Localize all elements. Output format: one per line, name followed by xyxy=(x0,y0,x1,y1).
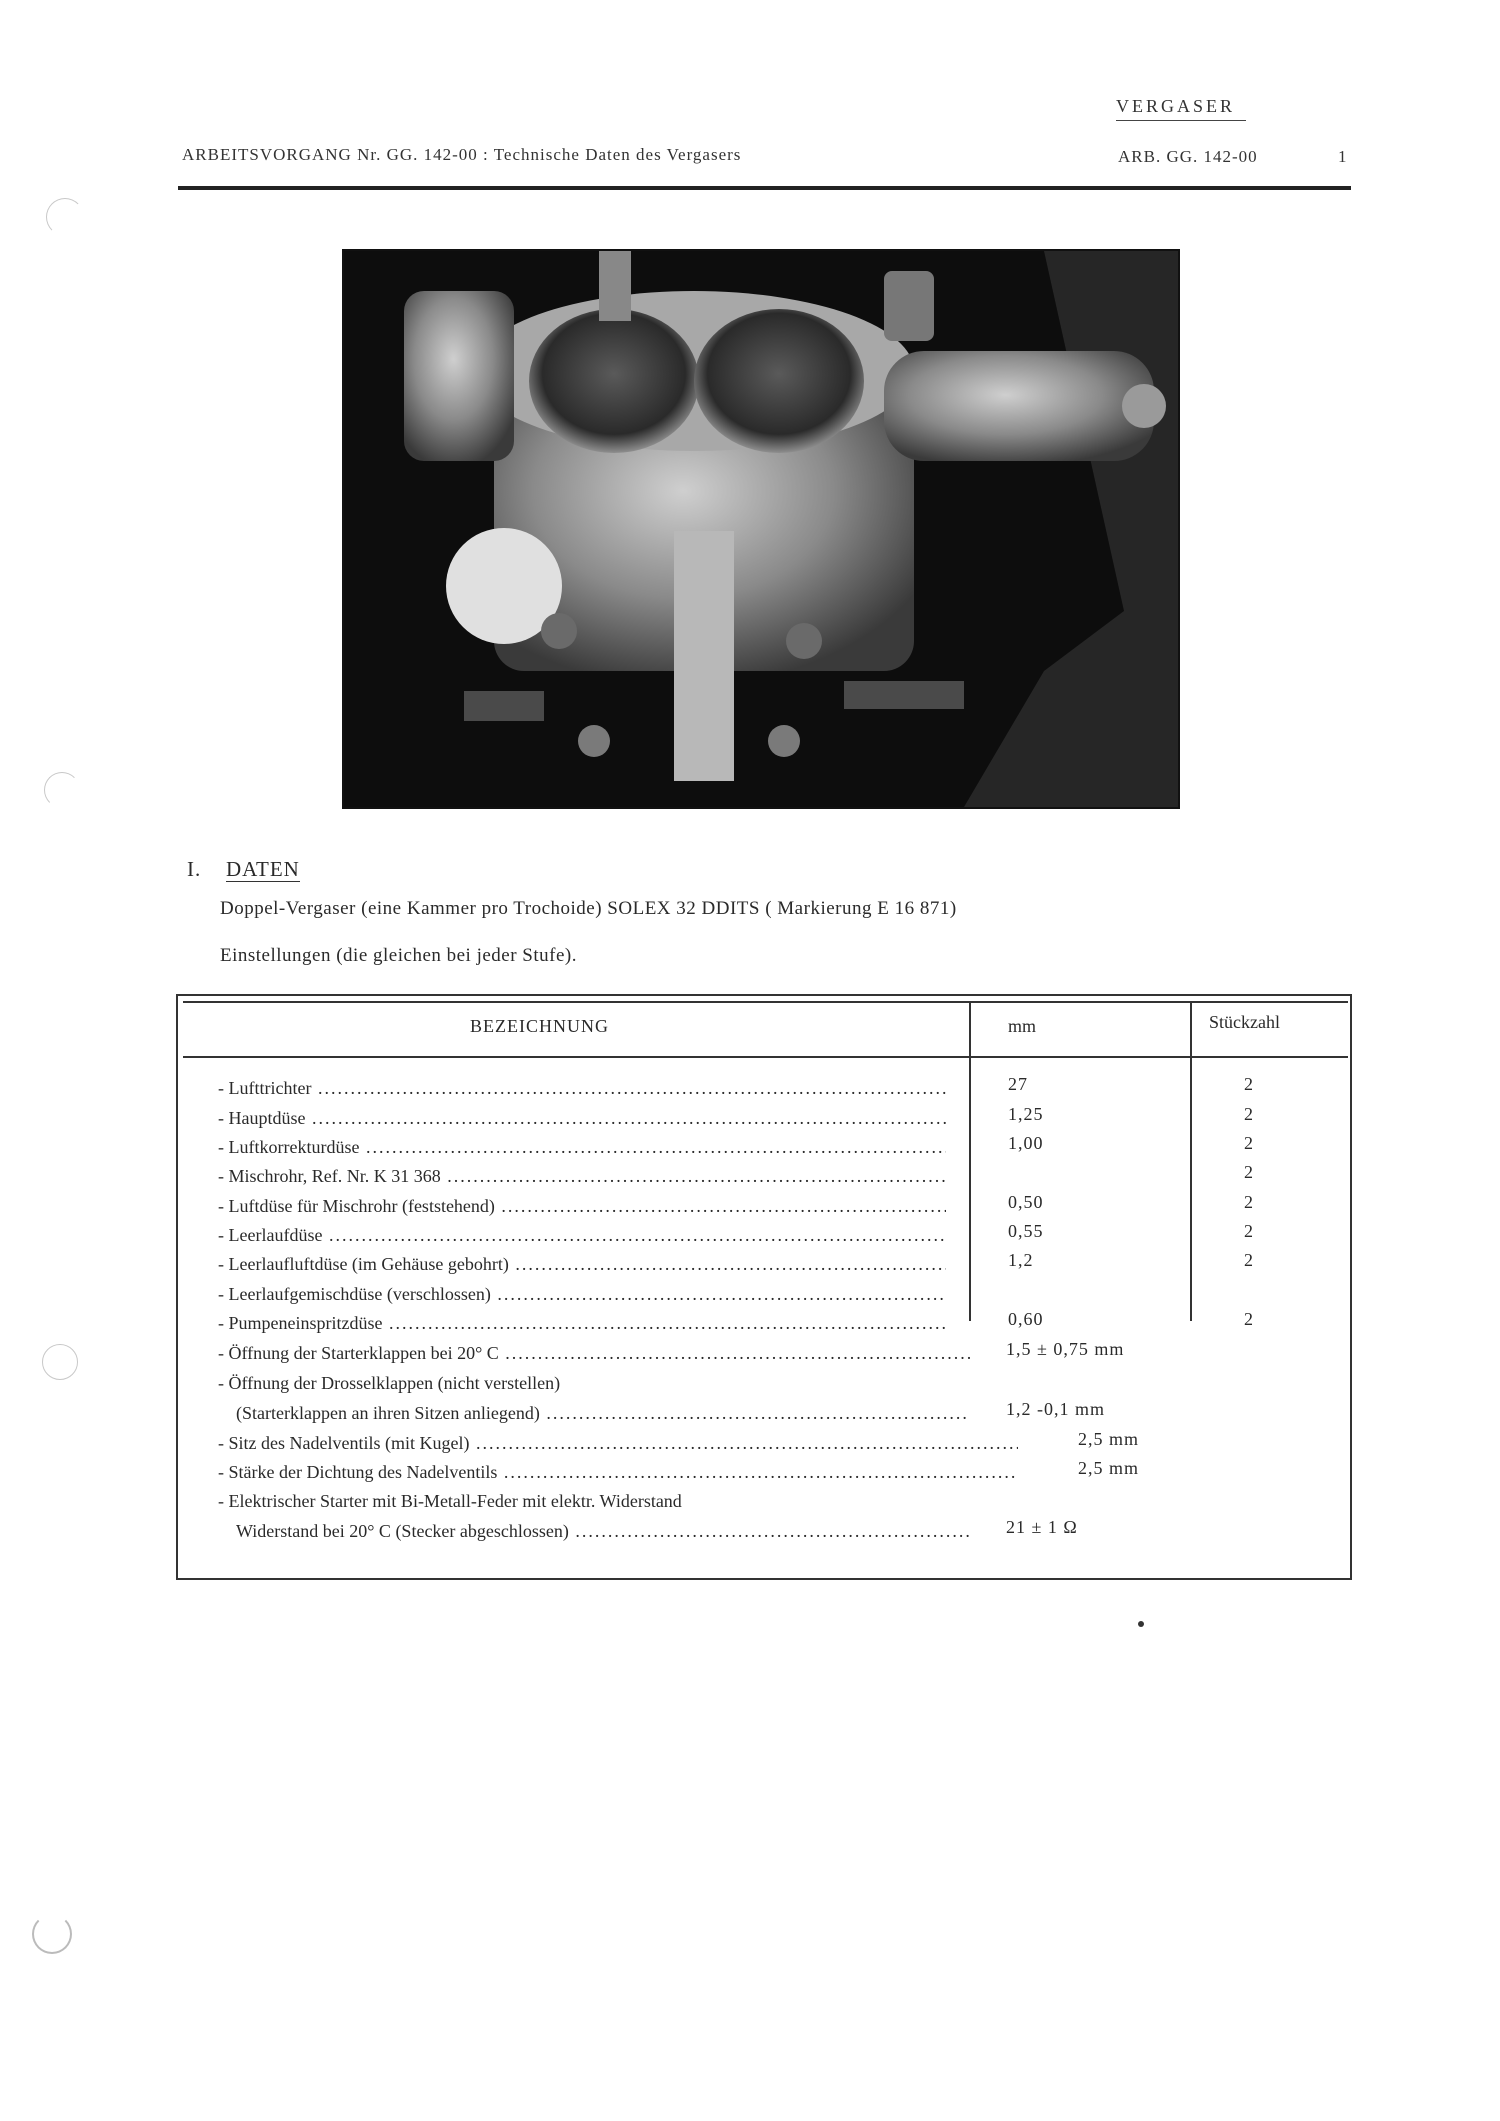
table-row-mm: 1,2 xyxy=(1008,1250,1034,1270)
table-row-count: 2 xyxy=(1244,1192,1254,1212)
table-row-count: 2 xyxy=(1244,1104,1254,1124)
section-header: VERGASER xyxy=(1116,96,1236,116)
table-row-mm: 0,60 xyxy=(1008,1309,1044,1329)
table-row-label: - Leerlaufdüse ..... xyxy=(218,1225,946,1246)
section-title: DATEN xyxy=(226,857,300,881)
count-column-divider xyxy=(1190,1001,1192,1321)
table-row-mm: 2,5 mm xyxy=(1078,1429,1140,1449)
punch-hole xyxy=(42,1344,78,1380)
table-row-label: (Starterklappen an ihren Sitzen anliegend) ..... xyxy=(236,1403,970,1424)
punch-hole xyxy=(46,198,84,236)
table-row-count: 2 xyxy=(1244,1309,1254,1329)
carburetor-illustration xyxy=(344,251,1178,807)
column-header-count: Stückzahl xyxy=(1209,1012,1280,1032)
table-row-label: - Stärke der Dichtung des Nadelventils ..... xyxy=(218,1462,1018,1483)
section-header-underline xyxy=(1116,120,1246,121)
table-row-label: - Mischrohr, Ref. Nr. K 31 368 ..... xyxy=(218,1166,946,1187)
table-row-label: - Pumpeneinspritzdüse ..... xyxy=(218,1313,946,1334)
table-row-label: - Luftdüse für Mischrohr (feststehend) ..... xyxy=(218,1196,946,1217)
intro-line: Einstellungen (die gleichen bei jeder Stufe). xyxy=(220,945,577,966)
carburetor-photo xyxy=(342,249,1180,809)
table-row-label: - Lufttrichter ..... xyxy=(218,1078,946,1099)
operation-ref: ARB. GG. 142-00 xyxy=(1118,147,1258,166)
table-row-count: 2 xyxy=(1244,1221,1254,1241)
table-row-label: - Luftkorrekturdüse ..... xyxy=(218,1137,946,1158)
table-row-label: - Hauptdüse ..... xyxy=(218,1108,946,1129)
table-row-mm: 1,00 xyxy=(1008,1133,1044,1153)
table-top-rule xyxy=(183,1001,1348,1003)
table-row-count: 2 xyxy=(1244,1250,1254,1270)
header-rule xyxy=(178,186,1351,190)
table-row-mm: 0,50 xyxy=(1008,1192,1044,1212)
table-row-label: - Elektrischer Starter mit Bi-Metall-Feder mit elektr. Widerstand xyxy=(218,1491,682,1511)
table-row-mm: 0,55 xyxy=(1008,1221,1044,1241)
table-row-label: Widerstand bei 20° C (Stecker abgeschlossen) ..... xyxy=(236,1521,970,1542)
table-row-label: - Sitz des Nadelventils (mit Kugel) ..... xyxy=(218,1433,1018,1454)
table-row-mm: 1,2 -0,1 mm xyxy=(1006,1399,1105,1419)
table-row-mm: 27 xyxy=(1008,1074,1028,1094)
table-row-label: - Leerlaufluftdüse (im Gehäuse gebohrt) ..... xyxy=(218,1254,946,1275)
mm-column-divider xyxy=(969,1001,971,1321)
table-header-rule xyxy=(183,1056,1348,1058)
table-row-label: - Öffnung der Starterklappen bei 20° C ..... xyxy=(218,1343,970,1364)
table-row-mm: 21 ± 1 Ω xyxy=(1006,1517,1078,1537)
table-row-mm: 1,5 ± 0,75 mm xyxy=(1006,1339,1125,1359)
table-row-mm: 2,5 mm xyxy=(1078,1458,1140,1478)
table-row-count: 2 xyxy=(1244,1074,1254,1094)
column-header-name: BEZEICHNUNG xyxy=(470,1016,609,1036)
column-header-mm: mm xyxy=(1008,1016,1037,1036)
section-number: I. xyxy=(187,857,202,881)
section-title-underline xyxy=(226,881,300,882)
stray-mark xyxy=(1138,1621,1144,1627)
table-row-label: - Leerlaufgemischdüse (verschlossen) ..... xyxy=(218,1284,946,1305)
table-row-count: 2 xyxy=(1244,1162,1254,1182)
operation-title: ARBEITSVORGANG Nr. GG. 142-00 : Technische Daten des Vergasers xyxy=(182,145,742,164)
table-row-count: 2 xyxy=(1244,1133,1254,1153)
intro-line: Doppel-Vergaser (eine Kammer pro Trochoide) SOLEX 32 DDITS ( Markierung E 16 871) xyxy=(220,898,957,919)
punch-hole xyxy=(44,772,80,808)
punch-hole xyxy=(32,1914,72,1954)
table-row-mm: 1,25 xyxy=(1008,1104,1044,1124)
page-number: 1 xyxy=(1338,147,1348,166)
table-row-label: - Öffnung der Drosselklappen (nicht verstellen) xyxy=(218,1373,561,1393)
